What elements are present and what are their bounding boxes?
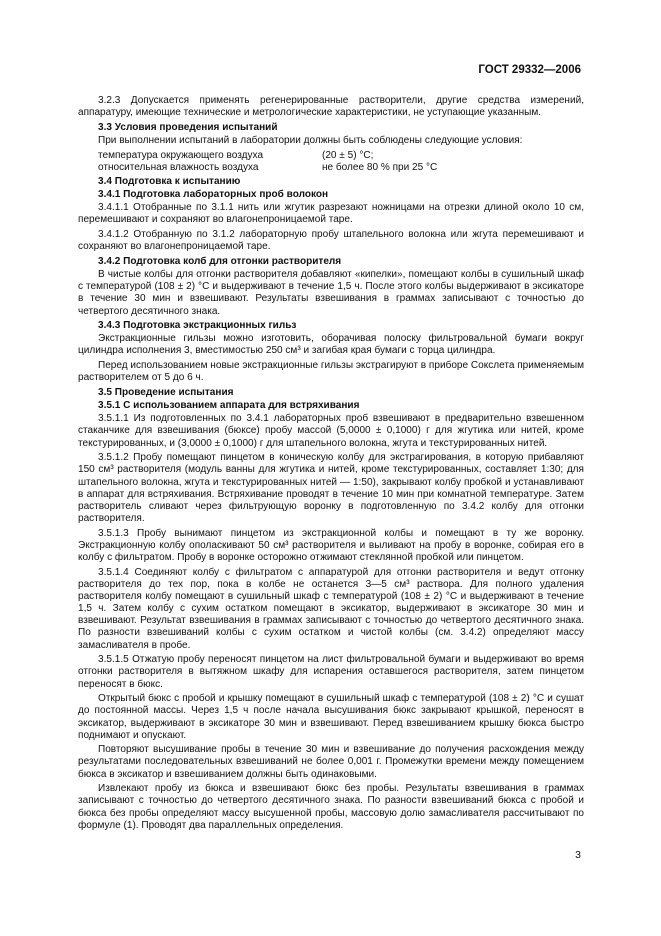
paragraph-3-5-1-5: 3.5.1.5 Отжатую пробу переносят пинцетом на лист фильтровальной бумаги и выдерживают во время отгонки растворителя в вытяжном шкафу для испарения оставшегося растворителя, затем пинцетом переносят в бюкс. [78,654,584,690]
paragraph-3-4-2: В чистые колбы для отгонки растворителя добавляют «кипелки», помещают колбы в сушильный шкаф с температурой (108 ± 2) °С и выдерживают в течение 1,5 ч. После этого колбы выдерживают в эксикаторе в течение 30 мин и взвешивают. Результаты взвешивания в граммах записывают с точностью до четвертого десятичного знака. [78,269,584,317]
paragraph-3-5-1-3: 3.5.1.3 Пробу вынимают пинцетом из экстракционной колбы и помещают в ту же воронку. Экстракционную колбу ополаскивают 50 см³ растворителя и выливают на пробу в воронке, собирая его в колбу с фильтратом. Пробу в воронке осторожно отжимают стеклянной пробкой или пинцетом. [78,527,584,563]
condition-temperature-row [78,150,584,162]
heading-3-5-1: 3.5.1 С использованием аппарата для встряхивания [98,400,360,412]
paragraph-3-5-1-2: 3.5.1.2 Пробу помещают пинцетом в коническую колбу для экстрагирования, в которую прибавляют 150 см³ растворителя (модуль ванны для жгутика и нитей, кроме текстурированных, составляет 1:30; для штапельного волокна, жгута и текстурированных нитей — 1:50), закрывают колбу пробкой и устанавливают в аппарат для встряхивания. Встряхивание проводят в течение 10 мин при комнатной температуре. Затем растворитель сливают через фильтрующую воронку в подготовленную по 3.4.2 колбу для отгонки растворителя. [78,452,584,524]
document-body [78,95,584,834]
paragraph-extract-sample: Извлекают пробу из бюкса и взвешивают бюкс без пробы. Результаты взвешивания в граммах записывают с точностью до четвертого десятичного знака. По разности взвешиваний бюкса с пробой и бюкса без пробы определяют массу высушенной пробы, массовую долю замасливателя рассчитывают по формуле (1). Проводят два параллельных определения. [78,783,584,831]
paragraph-3-4-1-1: 3.4.1.1 Отобранные по 3.1.1 нить или жгутик разрезают ножницами на отрезки длиной около 10 см, перемешивают и сохраняют во влагонепроницаемой таре. [78,202,584,226]
condition-temperature-value: (20 ± 5) °С; [322,149,374,161]
page-number: 3 [575,849,581,861]
paragraph-open-bux: Открытый бюкс с пробой и крышку помещают в сушильный шкаф с температурой (108 ± 2) °С и сушат до постоянной массы. Через 1,5 ч после начала высушивания бюкс закрывают крышкой, переносят в эксикатор, выдерживают в эксикаторе 30 мин и взвешивают. Перед взвешиванием крышку бюкса быстро поднимают и опускают. [78,693,584,741]
conditions-intro: При выполнении испытаний в лаборатории должны быть соблюдены следующие условия: [98,134,523,146]
condition-humidity-row [78,162,584,174]
document-code-header: ГОСТ 29332—2006 [478,64,581,76]
heading-3-4-2: 3.4.2 Подготовка колб для отгонки растворителя [98,255,342,267]
heading-3-4-1: 3.4.1 Подготовка лабораторных проб волокон [98,189,329,201]
paragraph-3-5-1-4: 3.5.1.4 Соединяют колбу с фильтратом с аппаратурой для отгонки растворителя и ведут отгонку растворителя до тех пор, пока в колбе не останется 3—5 см³ раствора. Для полного удаления растворителя колбу помещают в сушильный шкаф с температурой (108 ± 2) °С и выдерживают в течение 1,5 ч. Затем колбу с сухим остатком помещают в эксикатор, выдерживают в эксикаторе 30 мин и взвешивают. Результат взвешивания в граммах записывают с точностью до четвертого десятичного знака. По разности взвешиваний колбы с сухим остатком и чистой колбы (см. 3.4.2) определяют массу замасливателя в пробе. [78,566,584,651]
paragraph-3-4-3-a: Экстракционные гильзы можно изготовить, оборачивая полоску фильтровальной бумаги вокруг цилиндра исполнения 3, вместимостью 250 см³ и загибая края бумаги с торца цилиндра. [78,333,584,357]
heading-3-4-3: 3.4.3 Подготовка экстракционных гильз [98,320,297,332]
paragraph-3-2-3: 3.2.3 Допускается применять регенерированные растворители, другие средства измерений, аппаратуру, имеющие технические и метрологические характеристики, не уступающие указанным. [78,95,584,119]
condition-humidity-value: не более 80 % при 25 °С [322,161,438,173]
heading-3-4: 3.4 Подготовка к испытанию [98,175,241,187]
condition-temperature-label: температура окружающего воздуха [98,149,264,161]
paragraph-3-5-1-1: 3.5.1.1 Из подготовленных по 3.4.1 лабораторных проб взвешивают в предварительно взвешенном стаканчике для взвешивания (бюксе) пробу массой (5,0000 ± 0,1000) г для жгутика или нитей, кроме текстурированных, и (3,0000 ± 0,1000) г для штапельного волокна, жгута и текстурированных нитей. [78,413,584,449]
heading-3-5: 3.5 Проведение испытания [98,386,234,398]
heading-3-3: 3.3 Условия проведения испытаний [98,121,278,133]
paragraph-3-4-1-2: 3.4.1.2 Отобранную по 3.1.2 лабораторную пробу штапельного волокна или жгута перемешивают и сохраняют во влагонепроницаемой таре. [78,229,584,253]
condition-humidity-label: относительная влажность воздуха [98,161,259,173]
paragraph-repeat-drying: Повторяют высушивание пробы в течение 30 мин и взвешивание до получения расхождения между результатами последовательных взвешиваний не более 0,001 г. Промежутки времени между помещением бюкса в эксикатор и взвешиванием должны быть одинаковыми. [78,744,584,780]
paragraph-3-4-3-b: Перед использованием новые экстракционные гильзы экстрагируют в приборе Сокслета применяемым растворителем от 5 до 6 ч. [78,360,584,384]
